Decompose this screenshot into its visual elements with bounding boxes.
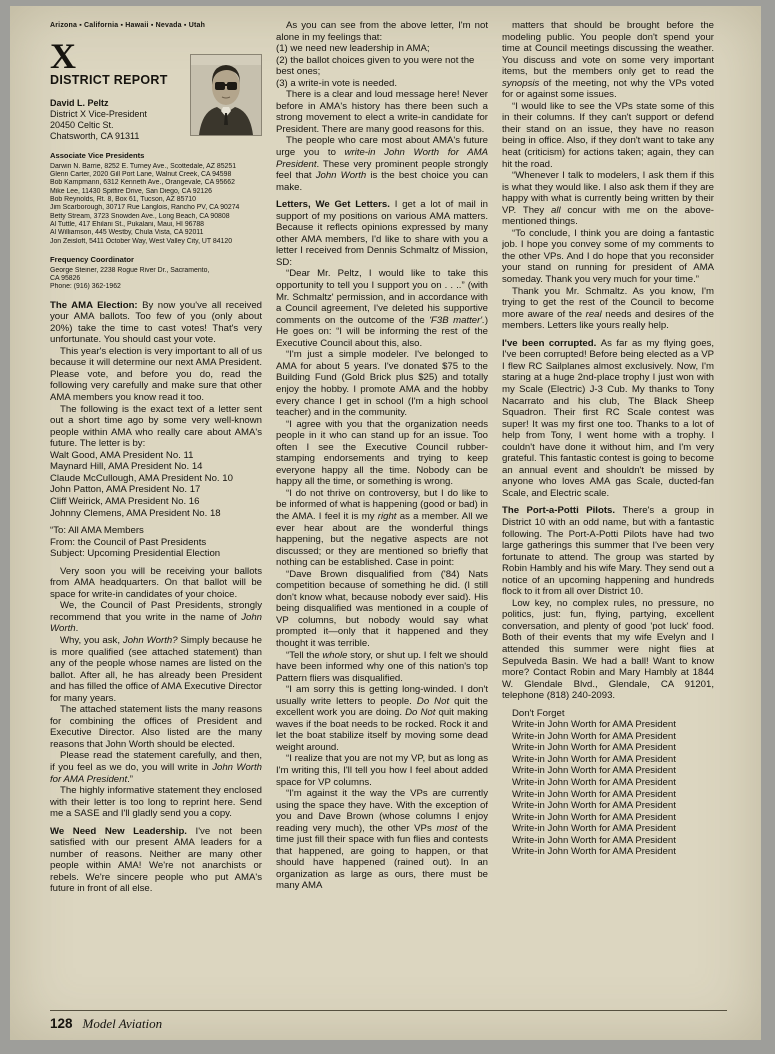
text-line: Claude McCullough, AMA President No. 10 — [50, 472, 233, 484]
paragraph: The following is the exact text of a letter sent out a short time ago by some very well-known people within AMA who really care about AMA's future. The letter is by: — [50, 403, 262, 450]
paragraph: We, the Council of Past Presidents, strongly recommend that you write in the name of John Worth. — [50, 600, 262, 635]
text-line: Write-in John Worth for AMA President — [512, 800, 676, 812]
paragraph: “I realize that you are not my VP, but as long as I'm writing this, I'll tell you how I feel about added space for VP columns. — [276, 753, 488, 788]
paragraph: This year's election is very important to all of us because it will determine our next AMA President. Please vote, and before you do, read the following very carefully and make sure that other AMA members you know read it too. — [50, 345, 262, 404]
paragraph: The people who care most about AMA's future urge you to write-in John Worth for AMA President. These very prominent people strongly feel that John Worth is the best choice you can make. — [276, 135, 488, 193]
text-line: (3) a write-in vote is needed. — [276, 77, 398, 89]
column-1-text — [50, 300, 262, 895]
column-1 — [50, 20, 262, 1006]
associate-vp-line: Glenn Carter, 2020 Gill Port Lane, Walnut Creek, CA 94598 — [50, 170, 232, 178]
associate-vp-line: Mike Lee, 11430 Spitfire Drive, San Diego, CA 92126 — [50, 187, 212, 195]
vp-portrait-photo — [190, 54, 262, 136]
associate-vp-heading: Associate Vice Presidents — [50, 151, 145, 161]
associate-vp-line: Betty Stream, 3723 Snowden Ave., Long Beach, CA 90808 — [50, 212, 230, 220]
officer-address-line1: 20450 Celtic St. — [50, 120, 114, 131]
page-content — [50, 20, 727, 1006]
paragraph: The Port-a-Potti Pilots. There's a group in District 10 with an odd name, but with a fantastic following. The Port-A-Potti Pilots have had two large gatherings this summer that I've been very fortunate to attend. The group was started by Robin Hambly and his wife Mary. They send out a notice of an upcoming happening and hundreds flock to it from all over District 10. — [502, 505, 714, 598]
column-2 — [276, 20, 488, 1006]
paragraph: Thank you Mr. Schmaltz. As you know, I'm trying to get the rest of the Council to become more aware of the real needs and desires of the members. Letters like yours really help. — [502, 285, 714, 332]
officer-name: David L. Peltz — [50, 98, 109, 109]
frequency-coordinator-info — [50, 267, 262, 292]
column-3-text — [502, 20, 714, 858]
paragraph: “I agree with you that the organization needs people in it who can stand up for an issue. Too often I see the Executive Council rubber-stamping endorsements and trying to keep everyone happy all the time. Nobody can be happy all the time, or something is wrong. — [276, 418, 488, 488]
text-line: (2) the ballot choices given to you were not the best ones; — [276, 54, 475, 78]
text-line: Cliff Weirick, AMA President No. 16 — [50, 495, 200, 507]
text-line: Write-in John Worth for AMA President — [512, 730, 676, 742]
paragraph: matters that should be brought before the modeling public. You people don't spend your time at Council meetings discussing the weather. You discuss and vote on some very important items, but the members only get to read the synopsis of the meeting, not why the VPs voted for or against some issues. — [502, 20, 714, 101]
paragraph: “I'm just a simple modeler. I've belonged to AMA for about 5 years. I've donated $75 to the Building Fund (Gold Brick plus $25) and totally enjoy the hobby. I promote AMA and the hobby every chance I get in school (I'm a high school teacher) and in the community. — [276, 349, 488, 419]
paragraph: “Tell the whole story, or shut up. I felt we should have been informed why one of this nation's top Pattern fliers was disqualified. — [276, 649, 488, 684]
column-3 — [502, 20, 714, 1006]
page-footer — [50, 1010, 727, 1032]
paragraph: The attached statement lists the many reasons for combining the offices of President and Executive Director. Also listed are the many reasons that John Worth should be elected. — [50, 704, 262, 750]
district-masthead — [50, 20, 262, 292]
paragraph: “I'm against it the way the VPs are currently using the space they have. With the exception of you and Dave Brown (whose columns I enjoy reading very much), the other VPs most of the time just fill their space with fun flies and contests that happened, are going to happen, or that should have happened (rained out). In an organization as large as ours, there must be many AMA — [276, 788, 488, 892]
text-line: From: the Council of Past Presidents — [50, 536, 207, 548]
paragraph: Letters, We Get Letters. I get a lot of mail in support of my positions on various AMA matters. Because it reflects opinions expressed by many other AMA members, I'd like to share with you a letter I received from Dennis Schmaltz of Mission, SD: — [276, 199, 488, 268]
magazine-title: Model Aviation — [82, 1016, 163, 1031]
frequency-line: CA 95826 — [50, 274, 81, 282]
text-line: (1) we need new leadership in AMA; — [276, 43, 430, 55]
officer-info — [50, 98, 168, 142]
associate-vp-line: Al Tuttle, 417 Ehilani St., Pukalani, Maui, HI 96788 — [50, 221, 204, 229]
report-title: DISTRICT REPORT — [50, 72, 168, 87]
text-line: Write-in John Worth for AMA President — [512, 777, 676, 788]
text-line: John Patton, AMA President No. 17 — [50, 484, 201, 496]
associate-vp-line: Darwin N. Barrie, 8252 E. Turney Ave., Scottedale, AZ 85251 — [50, 162, 237, 170]
paragraph: Please read the statement carefully, and then, if you feel as we do, you will write in John Worth for AMA President.” — [50, 750, 262, 785]
paragraph: There is a clear and loud message here! Never before in AMA's history has there been such a strong movement to elect a write-in candidate for President. There are many good reasons for this. — [276, 89, 488, 135]
paragraph: The highly informative statement they enclosed with their letter is too long to reprint here. Send me a SASE and I'll gladly send you a copy. — [50, 785, 262, 820]
associate-vp-line: Jim Scarborough, 30717 Rue Langlois, Rancho PV, CA 90274 — [50, 204, 240, 212]
text-line: Walt Good, AMA President No. 11 — [50, 449, 194, 461]
district-states: Arizona ▪ California ▪ Hawaii ▪ Nevada ▪ Utah — [50, 22, 206, 29]
text-line: Write-in John Worth for AMA President — [512, 788, 676, 800]
officer-title: District X Vice-President — [50, 109, 147, 120]
text-line: Write-in John Worth for AMA President — [512, 846, 676, 858]
text-line: Don't Forget — [512, 707, 565, 719]
paragraph: The AMA Election: By now you've all received your AMA ballots. Too few of you (only about 20%) take the time to cast votes! That's very unfortunate. You should cast your vote. — [50, 299, 262, 346]
text-line: Write-in John Worth for AMA President — [512, 765, 676, 777]
paragraph: As you can see from the above letter, I'm not alone in my feelings that: — [276, 20, 488, 43]
text-line: Johnny Clemens, AMA President No. 18 — [50, 507, 221, 519]
column-2-text — [276, 20, 488, 892]
magazine-page — [10, 6, 761, 1040]
paragraph: Very soon you will be receiving your ballots from AMA headquarters. On that ballot will be space for write-in candidates of your choice. — [50, 565, 262, 600]
page-number: 128 — [50, 1016, 73, 1031]
paragraph: “Whenever I talk to modelers, I ask them if this is what they would like. I also ask them if they are happy with what is currently being written by their VP. They all concur with me on the above-mentioned things. — [502, 170, 714, 228]
paragraph: Low key, no complex rules, no pressure, no politics, just: fun, flying, partying, excellent conversation, and plenty of good 'pot luck' food. Both of their events that my wife Evelyn and I attended this summer were night flies at Sepulveda Basin. We had a ball! Want to know more? Contact Robin and Mary Hambly at 1844 W. Glendale Blvd., Glendale, CA 91201, telephone (818) 240-2093. — [502, 597, 714, 702]
paragraph: “I am sorry this is getting long-winded. I don't usually write letters to people. Do Not quit the excellent work you are doing. Do Not quit making waves if the boat needs to be rocked. Rock it and let the boat stabilize itself by moving some dead weight around. — [276, 684, 488, 753]
text-line: Maynard Hill, AMA President No. 14 — [50, 461, 203, 473]
text-line: “To: All AMA Members — [50, 525, 144, 537]
text-line: Write-in John Worth for AMA President — [512, 753, 676, 765]
text-line: Subject: Upcoming Presidential Election — [50, 548, 221, 560]
text-line: Write-in John Worth for AMA President — [512, 811, 676, 823]
portrait-illustration — [191, 55, 261, 135]
text-line: Write-in John Worth for AMA President — [512, 834, 676, 846]
text-line: Write-in John Worth for AMA President — [512, 742, 676, 754]
associate-vp-line: Jon Zeisloft, 5411 October Way, West Valley City, UT 84120 — [50, 237, 233, 245]
frequency-line: George Steiner, 2238 Rogue River Dr., Sacramento, — [50, 266, 210, 274]
district-letter: X — [50, 35, 76, 76]
associate-vp-line: Bob Reynolds, Rt. 8, Box 61, Tucson, AZ 85710 — [50, 196, 196, 204]
paragraph: “Dear Mr. Peltz, I would like to take this opportunity to tell you I support you on . . ..” (with Mr. Schmaltz' permission, and in accordance with a Council agreement, I've deleted his supportive comments on the outcome of the 'F3B matter'.) He goes on: “I will be informing the rest of the Executive Council about this, also. — [276, 268, 488, 349]
associate-vp-line: Bob Kampmann, 6312 Kenneth Ave., Orangevale, CA 95662 — [50, 179, 235, 187]
paragraph: “To conclude, I think you are doing a fantastic job. I hope you convey some of my comments to the other VPs. And I do hope that you reconsider your stand on running for president of AMA someday. Thank you very much for your time.” — [502, 227, 714, 286]
paragraph: “Dave Brown disqualified from ('84) Nats competition because of something he did. (I still don't know what, because nobody ever said). His being disqualified was mentioned in a couple of VP columns, but nobody would say what prompted it—only that it happened and they thought it was terrible. — [276, 568, 488, 649]
officer-address-line2: Chatsworth, CA 91311 — [50, 131, 140, 142]
masthead-left — [50, 35, 168, 143]
text-line: Write-in John Worth for AMA President — [512, 719, 676, 731]
paragraph: “I would like to see the VPs state some of this in their columns. If they can't support or defend their stand on an issue, they have no reason being in office. Also, if they don't want to take any heat (criticism) for actions taken; again, they can hit the road. — [502, 100, 714, 170]
frequency-line: Phone: (916) 362-1962 — [50, 283, 121, 291]
paragraph: Why, you ask, John Worth? Simply because he is more qualified (see attached statement) than any of the people whose names are listed on the ballot. After all, he has already been President and has filled the office of AMA Executive Director for many years. — [50, 634, 262, 704]
paragraph: “I do not thrive on controversy, but I do like to be informed of what is happening (good or bad) in the AMA. I feel it is my right as a member. All we ever hear about are the wonderful things happening, but the negative aspects are not discussed; or they are mentioned so briefly that nothing can be established. Case in point: — [276, 487, 488, 569]
paragraph: We Need New Leadership. I've not been satisfied with our present AMA leaders for a number of reasons. Neither are many other people within AMA! We're not anarchists or rebels. We're sincere people who put AMA's future in front of all else. — [50, 825, 262, 895]
associate-vp-line: Al Williamson, 445 Westby, Chula Vista, CA 92011 — [50, 229, 204, 237]
associate-vp-list — [50, 163, 262, 246]
paragraph: I've been corrupted. As far as my flying goes, I've been corrupted! Before being elected as a VP I flew RC Sailplanes almost exclusively. Now, I'm staring at a huge 2nd-place trophy I just won with my Scale (Electric) J-3 Cub. My thanks to Tony Nacarrato and his club, The Black Sheep Squadron. Their first RC Scale contest was super! It was my first one too. Thanks to a lot of help from Tony, I went home with a trophy. I couldn't have done it without him, and I'm very grateful. This fantastic contest is going to become an annual event and shouldn't be missed by anyone who loves AMA gas Scale, ducted-fan Scale, and Electric scale. — [502, 337, 714, 499]
frequency-coordinator-heading: Frequency Coordinator — [50, 255, 134, 265]
text-line: Write-in John Worth for AMA President — [512, 823, 676, 835]
